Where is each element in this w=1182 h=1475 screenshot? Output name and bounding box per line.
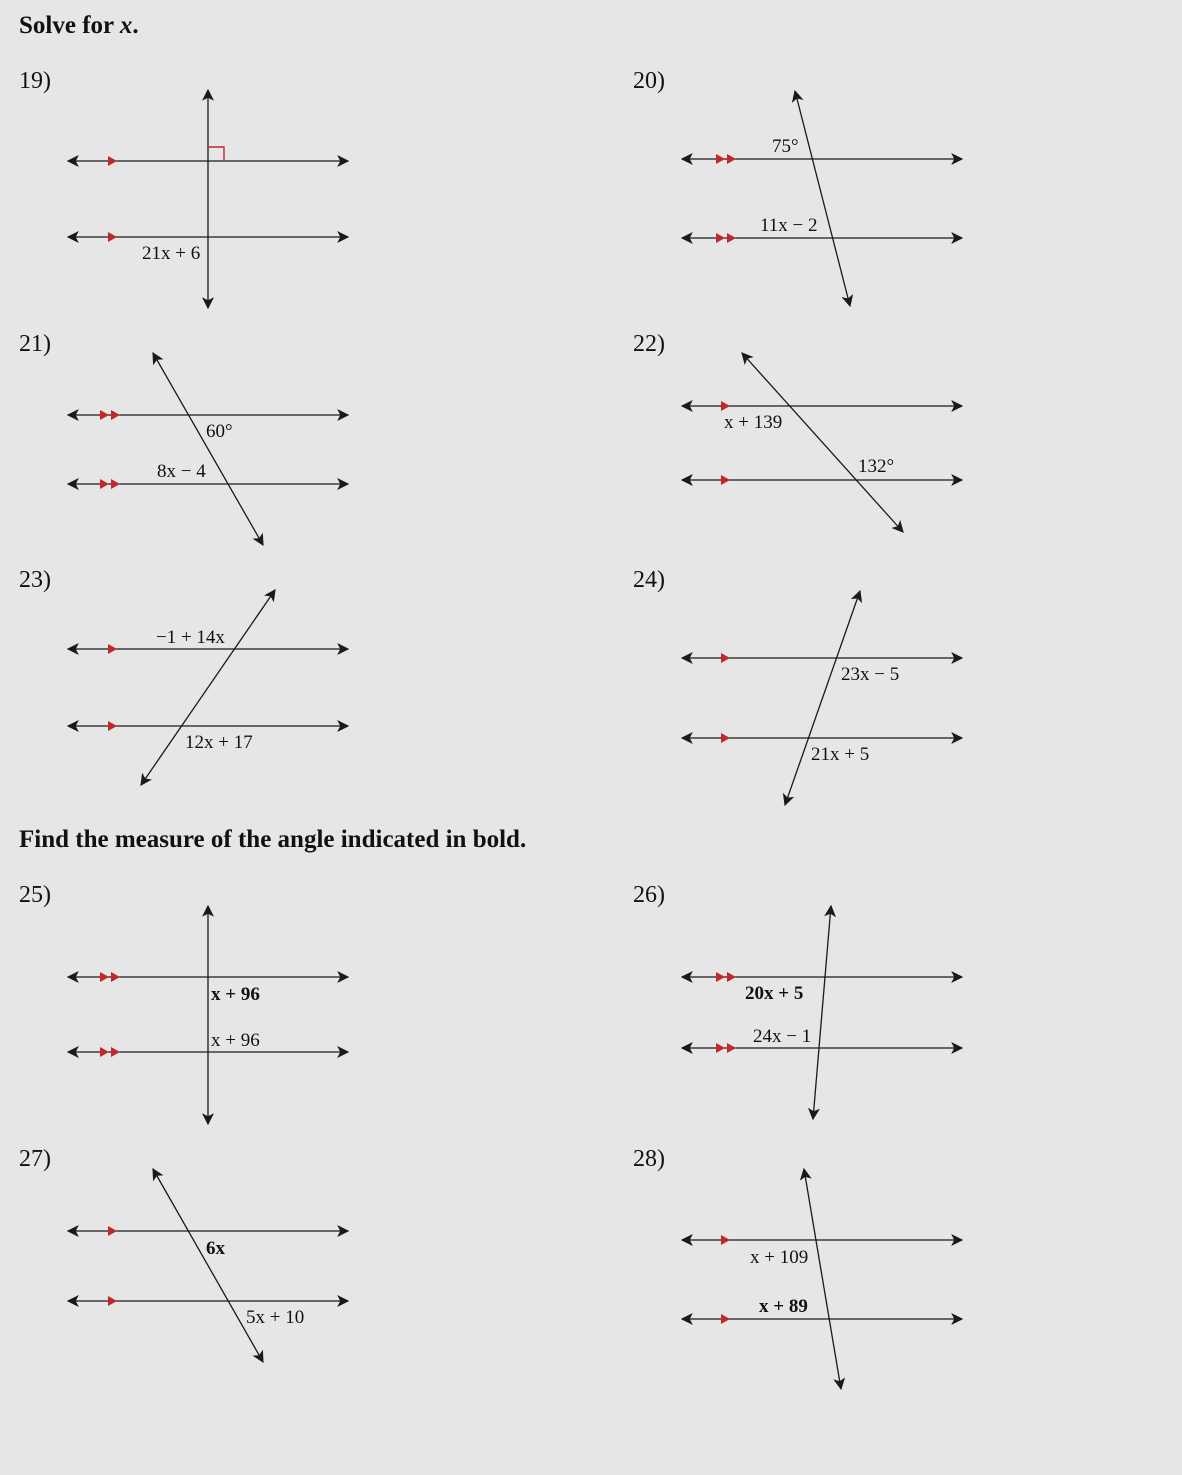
transversal-line <box>153 1169 263 1362</box>
parallel-marker <box>721 653 730 663</box>
parallel-marker <box>721 733 730 743</box>
problem-number: 19) <box>19 68 51 94</box>
angle-label: 21x + 6 <box>142 243 201 264</box>
problem-26-figure <box>682 906 962 1119</box>
problem-number: 21) <box>19 331 51 357</box>
problem-21-figure <box>68 353 348 545</box>
problem-number: 23) <box>19 567 51 593</box>
problem-27-figure <box>68 1169 348 1362</box>
parallel-marker <box>721 475 730 485</box>
section-heading-solve: Solve for x. <box>19 12 139 39</box>
angle-label: x + 139 <box>724 412 783 433</box>
parallel-marker <box>108 721 117 731</box>
transversal-line <box>813 906 831 1119</box>
angle-label: 8x − 4 <box>157 461 206 482</box>
problem-23-figure <box>68 590 348 785</box>
transversal-line <box>153 353 263 545</box>
angle-label: x + 109 <box>750 1247 809 1268</box>
angle-label: 75° <box>772 136 799 157</box>
angle-label: 23x − 5 <box>841 664 900 685</box>
parallel-marker <box>108 1226 117 1236</box>
angle-label: −1 + 14x <box>156 627 225 648</box>
parallel-marker <box>721 1235 730 1245</box>
problem-28-figure <box>682 1169 962 1389</box>
transversal-line <box>795 91 850 306</box>
bold-angle-label: 6x <box>206 1238 225 1259</box>
parallel-marker <box>721 1314 730 1324</box>
bold-angle-label: x + 96 <box>211 984 260 1005</box>
angle-label: 60° <box>206 421 233 442</box>
transversal-line <box>742 353 903 532</box>
problem-number: 20) <box>633 68 665 94</box>
transversal-line <box>141 590 275 785</box>
problem-25-figure <box>68 906 348 1124</box>
problem-number: 27) <box>19 1146 51 1172</box>
parallel-marker <box>108 644 117 654</box>
bold-angle-label: 20x + 5 <box>745 983 804 1004</box>
transversal-line <box>785 591 860 805</box>
angle-label: 21x + 5 <box>811 744 870 765</box>
angle-label: 11x − 2 <box>760 215 818 236</box>
problem-20-figure <box>682 91 962 306</box>
problem-number: 26) <box>633 882 665 908</box>
parallel-marker <box>108 156 117 166</box>
problem-number: 22) <box>633 331 665 357</box>
right-angle-marker <box>208 147 224 161</box>
parallel-marker <box>721 401 730 411</box>
problem-number: 24) <box>633 567 665 593</box>
problem-number: 28) <box>633 1146 665 1172</box>
angle-label: 132° <box>858 456 895 477</box>
problem-24-figure <box>682 591 962 805</box>
angle-label: x + 96 <box>211 1030 260 1051</box>
parallel-marker <box>108 232 117 242</box>
angle-label: 5x + 10 <box>246 1307 305 1328</box>
bold-angle-label: x + 89 <box>759 1296 808 1317</box>
angle-label: 12x + 17 <box>185 732 253 753</box>
transversal-line <box>804 1169 841 1389</box>
problem-19-figure <box>68 90 348 308</box>
section-heading-find-angle: Find the measure of the angle indicated in bold. <box>19 826 527 853</box>
angle-label: 24x − 1 <box>753 1026 812 1047</box>
problem-number: 25) <box>19 882 51 908</box>
problem-22-figure <box>682 353 962 532</box>
parallel-marker <box>108 1296 117 1306</box>
